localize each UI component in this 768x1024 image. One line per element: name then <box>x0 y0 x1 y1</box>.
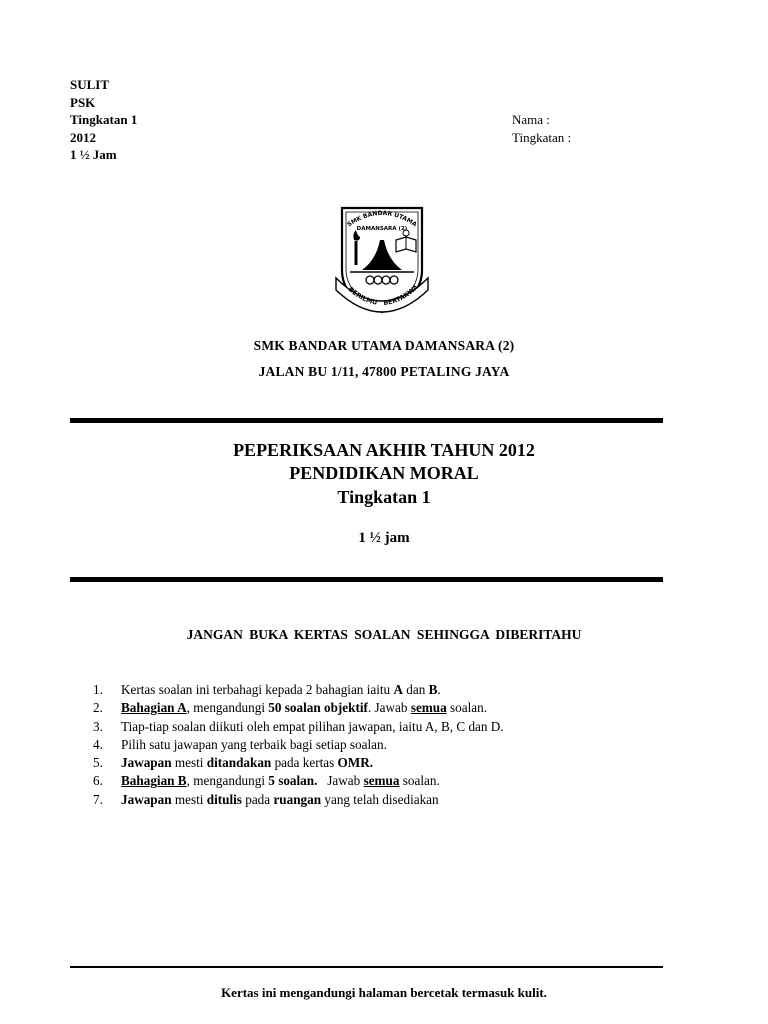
emphasis-space: ruangan <box>273 791 322 807</box>
instruction-text: pada <box>241 791 274 807</box>
instruction-text: soalan. <box>446 700 488 716</box>
instruction-item <box>93 681 504 699</box>
warning-text: JANGAN BUKA KERTAS SOALAN SEHINGGA DIBERITAHU <box>186 627 582 642</box>
instruction-text: . <box>437 682 441 697</box>
part-a: A <box>393 682 403 697</box>
instruction-text: . Jawab <box>367 700 411 716</box>
school-address: JALAN BU 1/11, 47800 PETALING JAYA <box>258 364 510 379</box>
emphasis-answer: Jawapan <box>121 755 172 771</box>
instruction-item <box>93 736 504 754</box>
exam-subject: PENDIDIKAN MORAL <box>289 463 479 483</box>
school-name: SMK BANDAR UTAMA DAMANSARA (2) <box>253 338 515 353</box>
emphasis-marked: ditandakan <box>206 755 272 771</box>
instruction-number: 5. <box>93 755 103 771</box>
instruction-item <box>93 699 504 717</box>
instruction-text: Pilih satu jawapan yang terbaik bagi setiap soalan. <box>121 736 387 752</box>
section-a-label: Bahagian A <box>121 700 187 716</box>
instruction-number: 4. <box>93 736 103 752</box>
header-code: PSK <box>70 94 96 110</box>
instruction-text: mesti <box>171 791 207 807</box>
instruction-text: pada kertas <box>271 755 338 771</box>
emphasis-answer: Jawapan <box>121 791 172 807</box>
instruction-text: yang telah disediakan <box>321 791 439 807</box>
header-confidential: SULIT <box>70 77 110 92</box>
instructions-list <box>93 681 504 809</box>
instruction-number: 2. <box>93 700 103 716</box>
instruction-item <box>93 791 504 809</box>
exam-duration: 1 ½ jam <box>358 530 410 546</box>
instruction-number: 1. <box>93 682 103 697</box>
header-year: 2012 <box>70 129 96 145</box>
crest-motto-left: BERILMU <box>346 285 378 307</box>
instruction-number: 3. <box>93 718 103 734</box>
crest-motto-right: BERTAKWA <box>382 283 420 308</box>
instruction-item <box>93 754 504 772</box>
student-info <box>512 111 571 147</box>
instruction-text: mesti <box>171 755 207 771</box>
instruction-text: Jawab <box>317 773 364 789</box>
divider-middle <box>70 577 663 582</box>
divider-bottom <box>70 966 663 968</box>
instruction-text: Tiap-tiap soalan diikuti oleh empat pilihan jawapan, iaitu A, B, C dan D. <box>121 718 504 734</box>
crest-text-top: SMK BANDAR UTAMA <box>346 209 418 229</box>
school-crest-logo <box>332 200 432 318</box>
instruction-item <box>93 772 504 790</box>
exam-title: PEPERIKSAAN AKHIR TAHUN 2012 <box>233 440 535 460</box>
emphasis-all: semua <box>410 700 447 716</box>
name-label: Nama : <box>512 112 550 127</box>
question-count: 5 soalan. <box>268 773 318 789</box>
instruction-number: 7. <box>93 791 103 807</box>
emphasis-written: ditulis <box>206 791 242 807</box>
question-count: 50 soalan objektif <box>268 700 368 716</box>
header-form: Tingkatan 1 <box>70 112 138 127</box>
emphasis-omr: OMR. <box>337 755 374 771</box>
crest-text-sub: DAMANSARA (2) <box>356 226 408 232</box>
exam-level: Tingkatan 1 <box>337 487 431 507</box>
instruction-text: Kertas soalan ini terbahagi kepada 2 bahagian iaitu <box>121 682 394 697</box>
instruction-text: dan <box>402 682 429 697</box>
part-b: B <box>428 682 438 697</box>
section-b-label: Bahagian B <box>121 773 187 789</box>
instruction-text: , mengandungi <box>186 700 269 716</box>
instruction-item <box>93 718 504 736</box>
emphasis-all: semua <box>363 773 400 789</box>
footer-note: Kertas ini mengandungi halaman bercetak termasuk kulit. <box>221 985 547 1000</box>
instruction-text: , mengandungi <box>186 773 269 789</box>
header-left <box>70 76 137 164</box>
class-label: Tingkatan : <box>512 130 572 145</box>
instruction-text: soalan. <box>399 773 440 789</box>
header-duration: 1 ½ Jam <box>70 147 117 162</box>
divider-top <box>70 418 663 423</box>
instruction-number: 6. <box>93 773 103 789</box>
